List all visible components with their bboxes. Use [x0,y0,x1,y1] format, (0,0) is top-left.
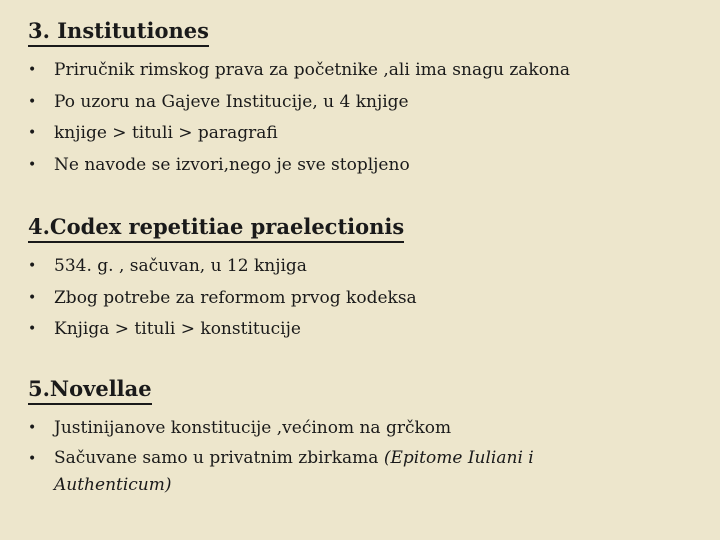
list-item-text: Sačuvane samo u privatnim zbirkama [54,447,384,468]
list-item-text: Priručnik rimskog prava za početnike ,ali ima snagu zakona [54,60,571,80]
bullet-list [28,251,417,346]
list-item-text: Po uzoru na Gajeve Institucije, u 4 knjige [54,91,409,112]
list-item [28,413,634,445]
list-item-text: knjige > tituli > paragrafi [54,123,278,143]
list-item-italic-text: (Epitome Iuliani i Authenticum) [54,447,534,495]
section-heading: 3. Institutiones [28,18,209,47]
bullet-icon: • [28,258,37,274]
bullet-list [28,55,570,181]
section-heading: 5.Novellae [28,376,152,405]
list-item-text: Knjiga > tituli > konstitucije [54,319,301,339]
bullet-icon: • [28,156,37,173]
section-novellae [28,376,634,499]
bullet-icon: • [28,62,37,78]
list-item-text: Ne navode se izvori,nego je sve stopljeno [54,154,410,175]
list-item-text: Zbog potrebe za reformom prvog kodeksa [54,287,417,308]
bullet-icon: • [28,93,37,110]
list-item [28,118,570,150]
bullet-icon: • [28,125,37,141]
bullet-icon: • [28,321,37,337]
list-item [28,150,570,182]
list-item [28,251,417,283]
section-codex [28,214,417,346]
list-item [28,445,634,499]
bullet-icon: • [28,289,37,306]
bullet-list [28,413,634,499]
bullet-icon: • [28,450,37,467]
list-item [28,283,417,315]
list-item [28,314,417,346]
section-institutiones [28,18,570,181]
bullet-icon: • [28,420,37,436]
list-item-text: 534. g. , sačuvan, u 12 knjiga [54,256,307,276]
list-item [28,55,570,87]
section-heading: 4.Codex repetitiae praelectionis [28,214,404,243]
list-item-text: Justinijanove konstitucije ,većinom na grčkom [54,418,452,438]
list-item [28,87,570,119]
